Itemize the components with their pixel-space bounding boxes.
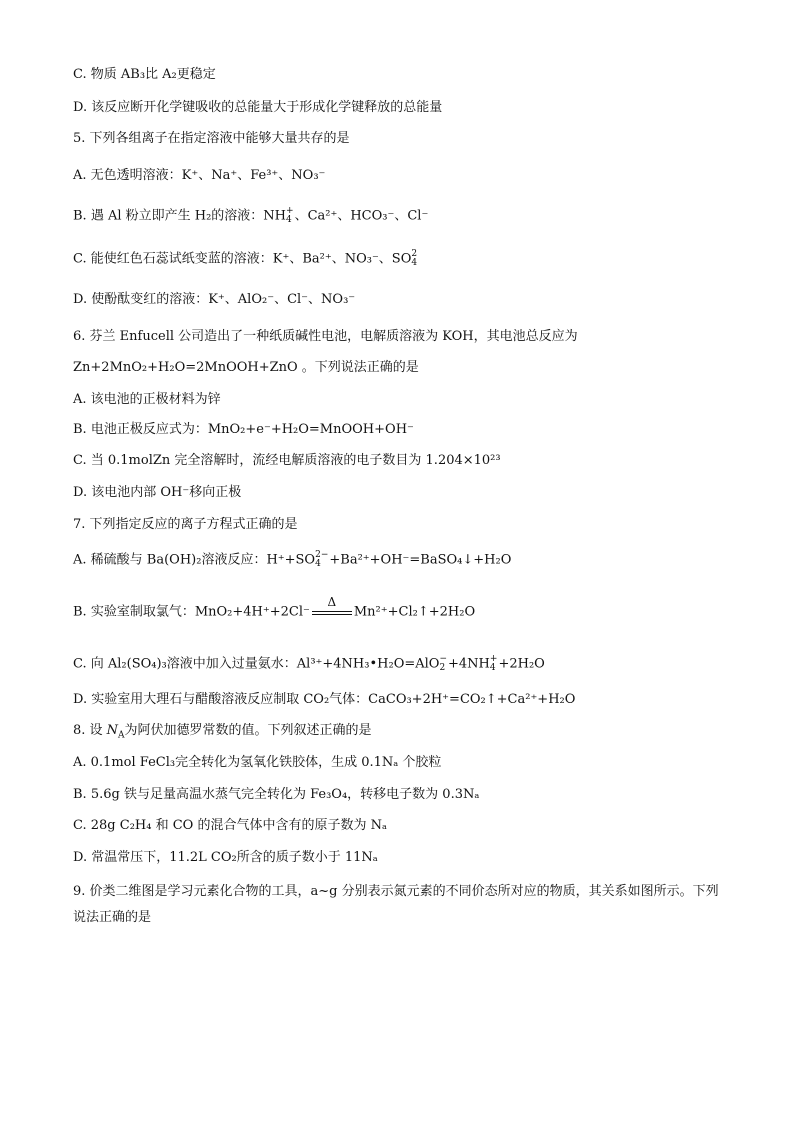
q8-option-c: C. 28g C₂H₄ 和 CO 的混合气体中含有的原子数为 Nₐ	[73, 818, 387, 833]
nh4-charge	[286, 207, 294, 225]
question-9: 9. 价类二维图是学习元素化合物的工具，a~g 分别表示氮元素的不同价态所对应的物质，其关系如图所示。下列说法正确的是	[73, 884, 719, 925]
q8-na-sub: A	[118, 730, 125, 741]
q8-option-a: A. 0.1mol FeCl₃完全转化为氢氧化铁胶体，生成 0.1Nₐ 个胶粒	[73, 755, 442, 770]
q8-prefix: 8. 设	[73, 723, 107, 738]
so4-charge	[411, 250, 417, 268]
q5-option-c	[73, 250, 418, 269]
question-5: 5. 下列各组离子在指定溶液中能够大量共存的是	[73, 131, 350, 146]
delta-symbol: Δ	[327, 595, 337, 609]
q6-option-a: A. 该电池的正极材料为锌	[73, 392, 221, 407]
q7c-mid: +4NH	[448, 656, 490, 672]
alo2-charge-top: −	[439, 654, 447, 664]
q8-suffix: 为阿伏加德罗常数的值。下列叙述正确的是	[124, 723, 372, 738]
q5b-suffix: 、Ca²⁺、HCO₃⁻、Cl⁻	[294, 208, 429, 224]
option-c-stability: C. 物质 AB₃比 A₂更稳定	[73, 67, 216, 82]
so4-charge-top: 2	[411, 249, 418, 259]
so4-2minus-top: 2−	[315, 550, 329, 560]
q7-option-d: D. 实验室用大理石与醋酸溶液反应制取 CO₂气体：CaCO₃+2H⁺=CO₂↑+Ca²⁺+H₂O	[73, 692, 576, 707]
nh4c-charge-bottom: 4	[489, 663, 496, 673]
q8-option-d: D. 常温常压下，11.2L CO₂所含的质子数小于 11Nₐ	[73, 850, 378, 865]
q6-option-c: C. 当 0.1molZn 完全溶解时，流经电解质溶液的电子数目为 1.204×10²³	[73, 453, 501, 468]
q5-option-a: A. 无色透明溶液：K⁺、Na⁺、Fe³⁺、NO₃⁻	[73, 168, 326, 183]
q7a-suffix: +Ba²⁺+OH⁻=BaSO₄↓+H₂O	[329, 552, 512, 568]
q7b-suffix: Mn²⁺+Cl₂↑+2H₂O	[353, 604, 476, 620]
q6-option-d: D. 该电池内部 OH⁻移向正极	[73, 485, 242, 500]
q8-option-b: B. 5.6g 铁与足量高温水蒸气完全转化为 Fe₃O₄，转移电子数为 0.3Nₐ	[73, 787, 480, 802]
q5b-prefix: B. 遇 Al 粉立即产生 H₂的溶液：NH	[73, 208, 287, 224]
nh4c-charge	[490, 655, 498, 673]
q7a-prefix: A. 稀硫酸与 Ba(OH)₂溶液反应：H⁺+SO	[73, 552, 316, 568]
option-d-energy: D. 该反应断开化学键吸收的总能量大于形成化学键释放的总能量	[73, 100, 443, 115]
q7c-prefix: C. 向 Al₂(SO₄)₃溶液中加入过量氨水：Al³⁺+4NH₃•H₂O=AlO	[73, 656, 440, 672]
q5-option-b	[73, 207, 428, 226]
so4-2minus-bottom: 4	[315, 559, 321, 569]
alo2-charge	[439, 655, 447, 673]
q7-option-a	[73, 551, 511, 570]
nh4c-charge-top: +	[489, 654, 498, 664]
question-6-line2: Zn+2MnO₂+H₂O=2MnOOH+ZnO 。下列说法正确的是	[73, 360, 419, 375]
question-8	[73, 722, 372, 740]
equals-bottom-bar	[312, 614, 352, 615]
so4-charge-bottom: 4	[411, 258, 418, 268]
q5-option-d: D. 使酚酞变红的溶液：K⁺、AlO₂⁻、Cl⁻、NO₃⁻	[73, 292, 356, 307]
q8-na-symbol: N	[106, 723, 119, 738]
q7-option-c	[73, 655, 545, 674]
q6-option-b: B. 电池正极反应式为：MnO₂+e⁻+H₂O=MnOOH+OH⁻	[73, 422, 414, 437]
q7-option-b	[73, 595, 476, 622]
question-6-line1: 6. 芬兰 Enfucell 公司造出了一种纸质碱性电池，电解质溶液为 KOH，其电池总反应为	[73, 329, 578, 344]
question-7: 7. 下列指定反应的离子方程式正确的是	[73, 517, 298, 532]
alo2-charge-bottom: 2	[439, 663, 446, 673]
q7c-suffix: +2H₂O	[498, 656, 545, 672]
q7b-prefix: B. 实验室制取氯气：MnO₂+4H⁺+2Cl⁻	[73, 604, 310, 620]
equals-top-bar	[312, 611, 352, 612]
nh4-charge-bottom: 4	[286, 215, 292, 225]
q5c-prefix: C. 能使红色石蕊试纸变蓝的溶液：K⁺、Ba²⁺、NO₃⁻、SO	[73, 251, 412, 267]
nh4-charge-top: +	[286, 206, 294, 216]
heating-equals-sign	[312, 595, 352, 621]
so4-2minus	[315, 551, 328, 569]
